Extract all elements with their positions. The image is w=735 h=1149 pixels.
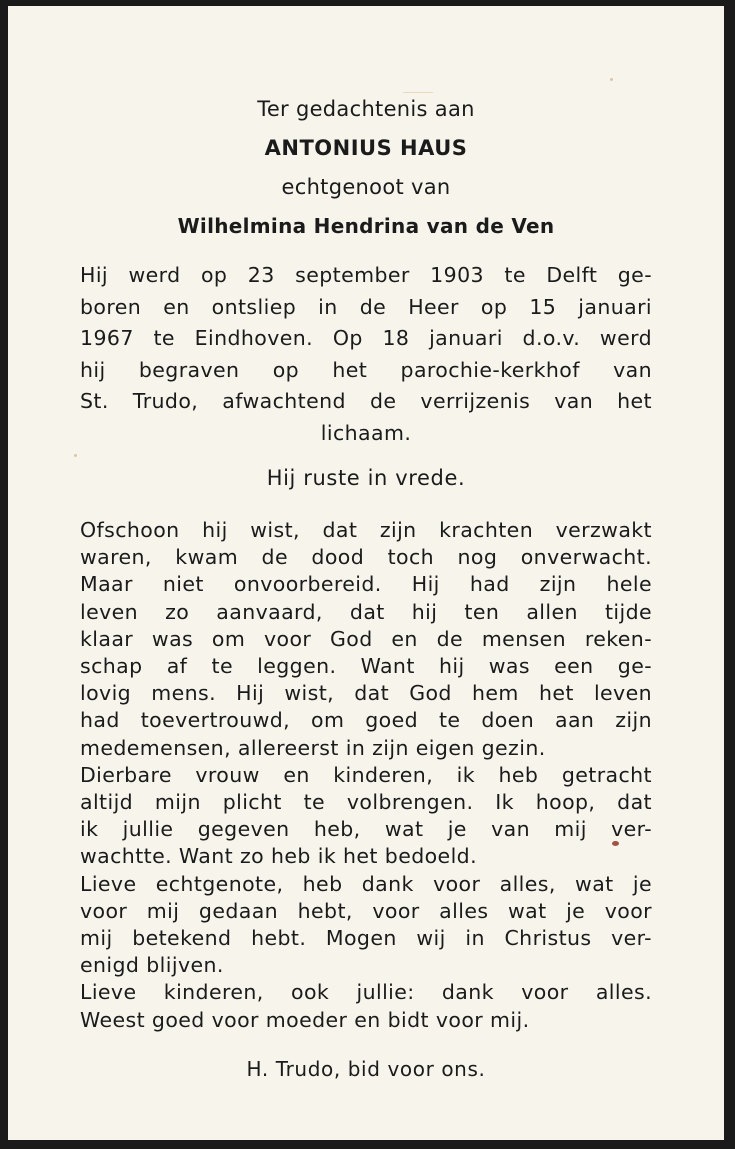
biography-line: boren en ontsliep in de Heer op 15 januari xyxy=(80,294,652,319)
deceased-name: ANTONIUS HAUS xyxy=(264,136,468,160)
text-line: lovig mens. Hij wist, dat God hem het leven xyxy=(80,681,652,706)
biography-line: St. Trudo, afwachtend de verrijzenis van het xyxy=(80,389,652,413)
paper-speck xyxy=(610,78,613,81)
text-line: ik jullie gegeven heb, wat je van mij ver- xyxy=(80,817,652,842)
text-line: waren, kwam de dood toch nog onverwacht. xyxy=(80,545,652,570)
biography-line: 1967 te Eindhoven. Op 18 januari d.o.v. werd xyxy=(80,326,652,350)
memorial-card xyxy=(8,6,724,1140)
text-line: enigd blijven. xyxy=(80,953,224,978)
intro-text: Ter gedachtenis aan xyxy=(257,97,475,121)
text-line: Ofschoon hij wist, dat zijn krachten verzwakt xyxy=(80,518,652,542)
text-line: Lieve echtgenote, heb dank voor alles, wat je xyxy=(80,871,652,896)
text-line: mij betekend hebt. Mogen wij in Christus ver- xyxy=(80,926,652,951)
relation-text: echtgenoot van xyxy=(281,175,451,199)
text-line: Maar niet onvoorbereid. Hij had zijn hele xyxy=(80,572,652,597)
text-line: schap af te leggen. Want hij was een ge- xyxy=(80,654,652,679)
text-line: altijd mijn plicht te volbrengen. Ik hoop, dat xyxy=(80,790,652,815)
rest-in-peace: Hij ruste in vrede. xyxy=(266,466,466,490)
closing-prayer: H. Trudo, bid voor ons. xyxy=(246,1056,486,1081)
biography-line: lichaam. xyxy=(320,420,412,445)
card-content xyxy=(80,94,652,1084)
text-line: leven zo aanvaard, dat hij ten allen tijde xyxy=(80,599,652,624)
text-line: voor mij gedaan hebt, voor alles wat je voor xyxy=(80,898,652,923)
farewell-text xyxy=(80,517,652,1034)
text-line: Dierbare vrouw en kinderen, ik heb getracht xyxy=(80,762,652,787)
biography-line: Hij werd op 23 september 1903 te Delft ge- xyxy=(80,263,652,287)
paper-speck xyxy=(74,454,77,457)
paper-speck xyxy=(403,92,433,93)
text-line: medemensen, allereerst in zijn eigen gezin. xyxy=(80,735,546,760)
text-line: klaar was om voor God en de mensen reken- xyxy=(80,626,652,651)
biography-paragraph xyxy=(80,260,652,449)
text-line: Weest goed voor moeder en bidt voor mij. xyxy=(80,1007,530,1032)
text-line: Lieve kinderen, ook jullie: dank voor alles. xyxy=(80,980,652,1005)
spouse-name: Wilhelmina Hendrina van de Ven xyxy=(177,214,555,238)
biography-line: hij begraven op het parochie-kerkhof van xyxy=(80,357,652,382)
text-line: had toevertrouwd, om goed te doen aan zijn xyxy=(80,708,652,733)
text-line: wachtte. Want zo heb ik het bedoeld. xyxy=(80,844,477,869)
